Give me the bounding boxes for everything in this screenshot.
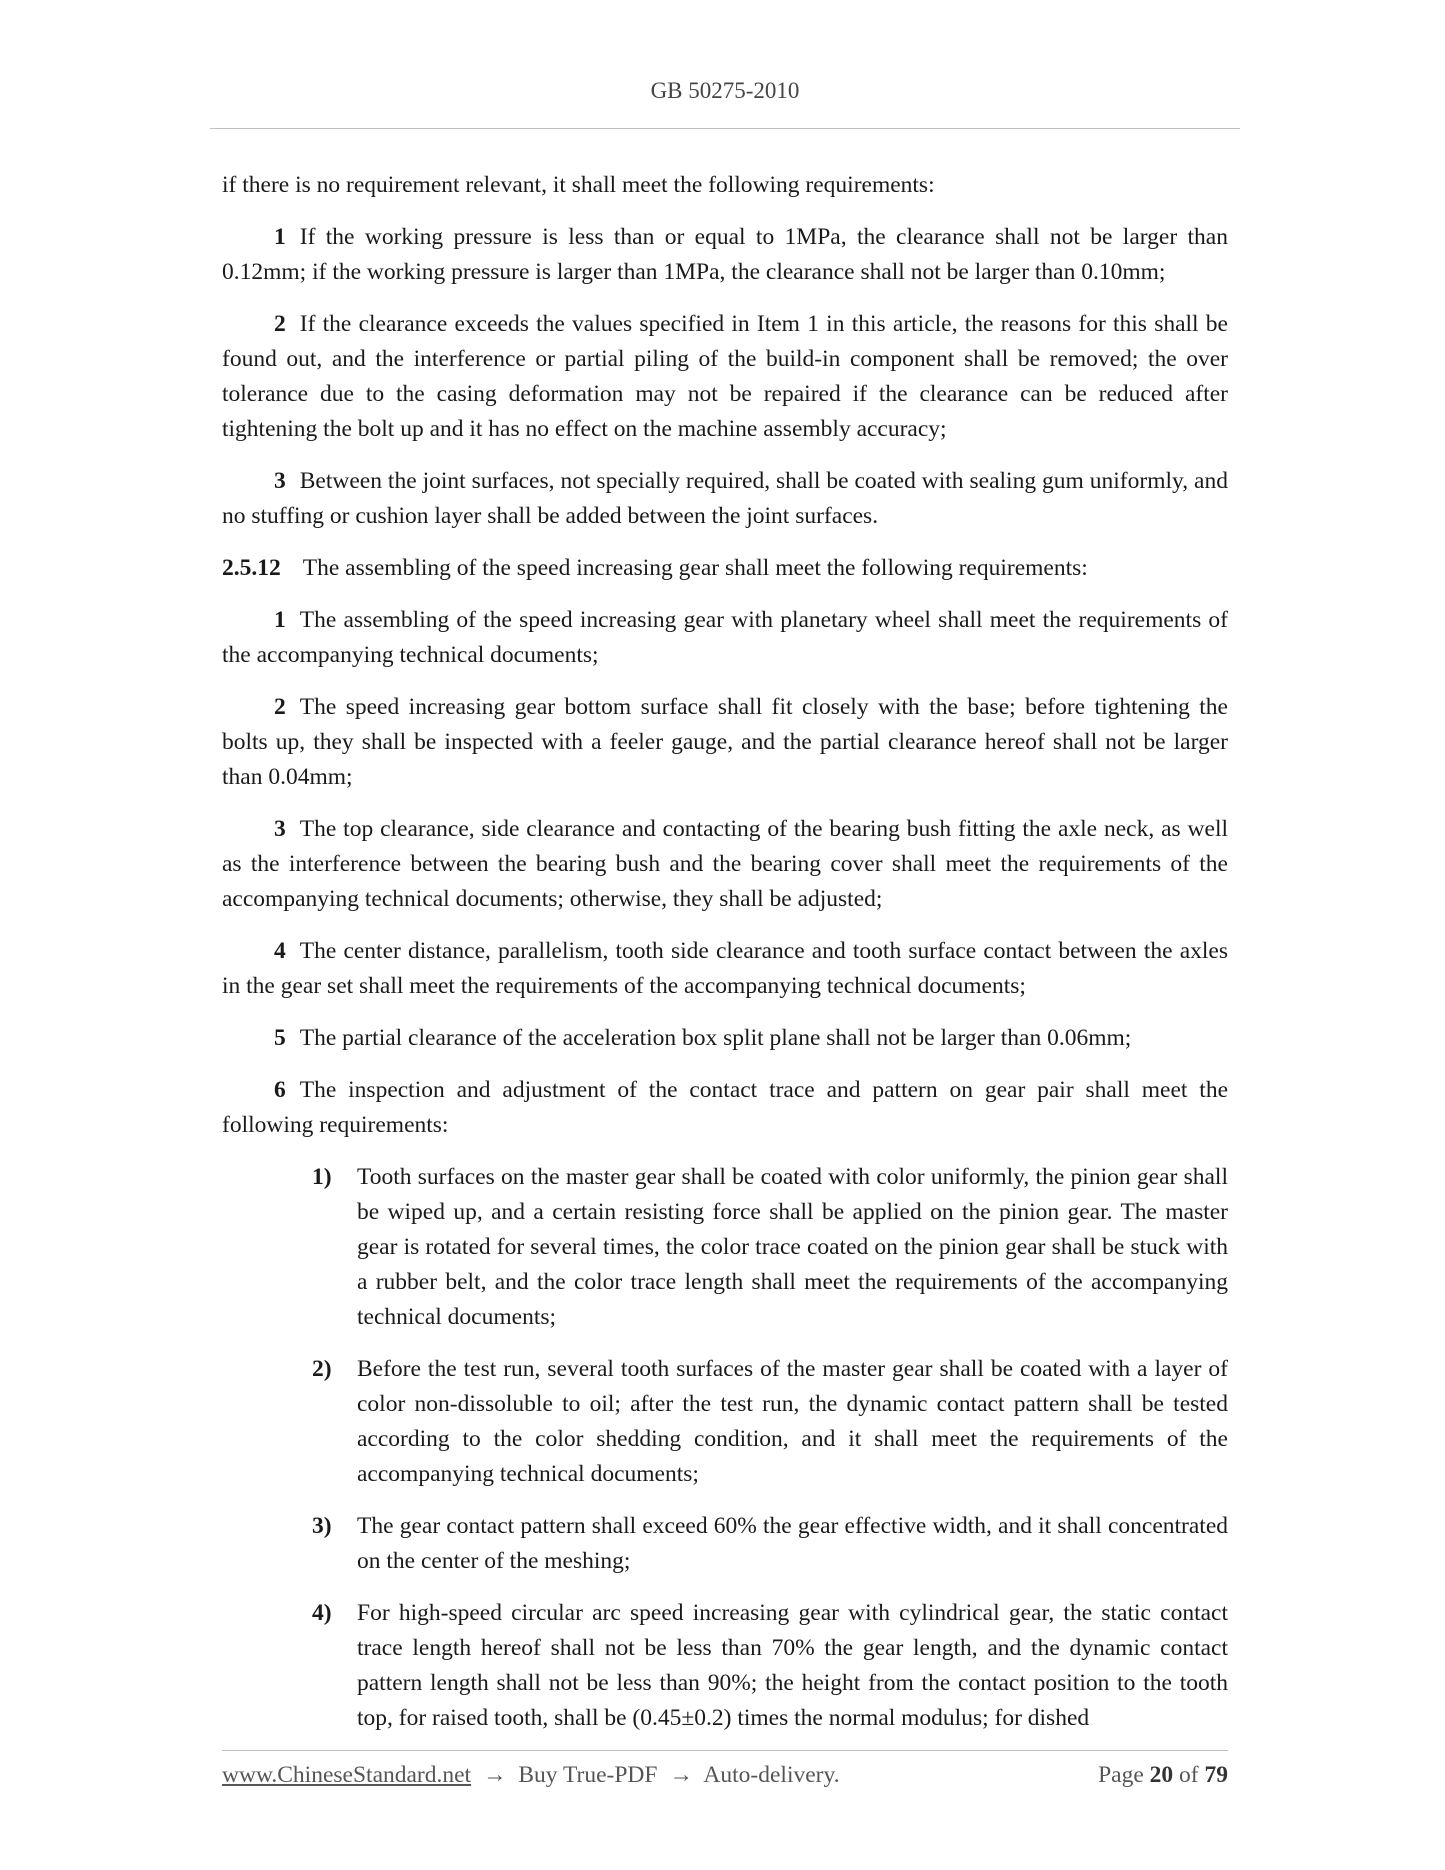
- page-footer: [222, 1762, 1228, 1789]
- sub-item-marker: 2): [312, 1356, 332, 1382]
- footer-links: [222, 1762, 840, 1789]
- arrow-right-icon: →: [482, 1762, 507, 1788]
- arrow-right-icon: →: [669, 1762, 693, 1788]
- list-item: [222, 690, 1228, 795]
- header-divider: [210, 128, 1240, 129]
- sub-item-text: For high-speed circular arc speed increasing gear with cylindrical gear, the static contact trace length hereof shall not be less than 70% the gear length, and the dynamic contact pattern length shall not be less than 90%; the height from the contact position to the tooth top, for raised tooth, shall be (0.45±0.2) times the normal modulus; for dished: [357, 1600, 1228, 1731]
- sub-item-text: Tooth surfaces on the master gear shall be coated with color uniformly, the pinion gear shall be wiped up, and a certain resisting force shall be applied on the pinion gear. The master gear is rotated for several times, the color trace coated on the pinion gear shall be stuck with a rubber belt, and the color trace length shall meet the requirements of the accompanying technical documents;: [357, 1164, 1228, 1330]
- list-item: [222, 812, 1228, 917]
- list-item: [222, 307, 1228, 447]
- buy-text: Buy True-PDF: [518, 1762, 658, 1788]
- page-header-title: GB 50275-2010: [650, 78, 800, 103]
- item-number: 1: [274, 607, 286, 633]
- page-word: Page: [1098, 1762, 1144, 1788]
- item-number: 3: [274, 468, 286, 494]
- item-number: 3: [274, 816, 286, 842]
- list-item: [222, 464, 1228, 534]
- page-indicator: [1098, 1762, 1228, 1789]
- delivery-text: Auto-delivery.: [703, 1762, 840, 1788]
- item-number: 2: [274, 311, 286, 337]
- clause-heading: [222, 551, 1228, 586]
- sub-item-marker: 1): [312, 1164, 332, 1190]
- item-number: 5: [274, 1025, 286, 1051]
- sub-item-marker: 4): [312, 1600, 332, 1626]
- sub-item-text: The gear contact pattern shall exceed 60% the gear effective width, and it shall concentrated on the center of the meshing;: [357, 1513, 1228, 1574]
- list-item: [222, 220, 1228, 290]
- page-total: 79: [1204, 1762, 1228, 1788]
- list-item: [222, 1073, 1228, 1143]
- sub-list-item: [222, 1160, 1228, 1335]
- footer-divider: [222, 1750, 1228, 1751]
- item-text: Between the joint surfaces, not specially required, shall be coated with sealing gum uniformly, and no stuffing or cushion layer shall be added between the joint surfaces.: [222, 468, 1228, 529]
- item-text: The top clearance, side clearance and contacting of the bearing bush fitting the axle neck, as well as the interference between the bearing bush and the bearing cover shall meet the requirements of the accompanying technical documents; otherwise, they shall be adjusted;: [222, 816, 1228, 912]
- item-text: The inspection and adjustment of the contact trace and pattern on gear pair shall meet the following requirements:: [222, 1077, 1228, 1138]
- sub-list-item: [222, 1509, 1228, 1579]
- document-body: [222, 168, 1228, 1753]
- sub-list-item: [222, 1596, 1228, 1736]
- sub-item-marker: 3): [312, 1513, 332, 1539]
- of-word: of: [1179, 1762, 1199, 1788]
- item-text: If the working pressure is less than or equal to 1MPa, the clearance shall not be larger than 0.12mm; if the working pressure is larger than 1MPa, the clearance shall not be larger than 0.10mm;: [222, 224, 1228, 285]
- list-item: [222, 934, 1228, 1004]
- list-item: [222, 603, 1228, 673]
- item-text: If the clearance exceeds the values specified in Item 1 in this article, the reasons for this shall be found out, and the interference or partial piling of the build-in component shall be removed; the over tolerance due to the casing deformation may not be repaired if the clearance can be reduced after tightening the bolt up and it has no effect on the machine assembly accuracy;: [222, 311, 1228, 442]
- list-item: [222, 1021, 1228, 1056]
- item-text: The speed increasing gear bottom surface shall fit closely with the base; before tightening the bolts up, they shall be inspected with a feeler gauge, and the partial clearance hereof shall not be larger than 0.04mm;: [222, 694, 1228, 790]
- intro-paragraph: if there is no requirement relevant, it shall meet the following requirements:: [222, 172, 935, 198]
- item-text: The assembling of the speed increasing gear with planetary wheel shall meet the requirements of the accompanying technical documents;: [222, 607, 1228, 668]
- item-number: 4: [274, 938, 286, 964]
- sub-list-item: [222, 1352, 1228, 1492]
- item-text: The center distance, parallelism, tooth side clearance and tooth surface contact between the axles in the gear set shall meet the requirements of the accompanying technical documents;: [222, 938, 1228, 999]
- clause-text: The assembling of the speed increasing gear shall meet the following requirements:: [302, 555, 1088, 581]
- sub-item-text: Before the test run, several tooth surfaces of the master gear shall be coated with a layer of color non-dissoluble to oil; after the test run, the dynamic contact pattern shall be tested according to the color shedding condition, and it shall meet the requirements of the accompanying technical documents;: [357, 1356, 1228, 1487]
- item-number: 1: [274, 224, 286, 250]
- item-number: 2: [274, 694, 286, 720]
- item-number: 6: [274, 1077, 286, 1103]
- site-link[interactable]: www.ChineseStandard.net: [222, 1762, 472, 1788]
- item-text: The partial clearance of the acceleration box split plane shall not be larger than 0.06mm;: [299, 1025, 1132, 1051]
- page-number: 20: [1149, 1762, 1174, 1788]
- clause-number: 2.5.12: [222, 555, 281, 581]
